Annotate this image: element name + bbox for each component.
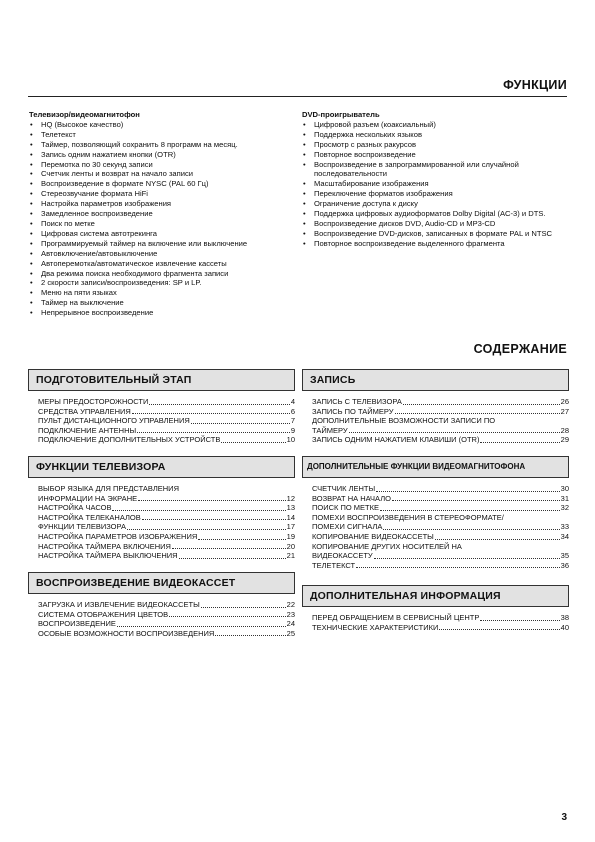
toc-entry bbox=[38, 522, 295, 532]
toc-dot-leader bbox=[172, 548, 286, 549]
toc-entry-label: КОПИРОВАНИЕ ВИДЕОКАССЕТЫ bbox=[312, 531, 434, 541]
feature-item: • Переключение форматов изображения bbox=[302, 189, 567, 199]
toc-entry-row bbox=[312, 613, 569, 623]
feature-item: • Автовключение/автовыключение bbox=[29, 249, 294, 259]
toc-page-number: 10 bbox=[286, 435, 295, 445]
toc-dot-leader bbox=[179, 558, 286, 559]
feature-item: • Повторное воспроизведение bbox=[302, 150, 567, 160]
feature-item: • Поддержка нескольких языков bbox=[302, 130, 567, 140]
toc-entry-label-line1: ПОМЕХИ ВОСПРОИЗВЕДЕНИЯ В СТЕРЕОФОРМАТЕ/ bbox=[312, 512, 504, 522]
feature-item: • Стереозвучание формата HiFi bbox=[29, 189, 294, 199]
feature-item: • Программируемый таймер на включение или выключение bbox=[29, 239, 294, 249]
toc-page-number: 12 bbox=[286, 493, 295, 503]
toc-list bbox=[28, 478, 295, 561]
toc-dot-leader bbox=[198, 539, 285, 540]
toc-entry-row bbox=[312, 494, 569, 504]
toc-section-heading: ДОПОЛНИТЕЛЬНАЯ ИНФОРМАЦИЯ bbox=[302, 585, 569, 607]
toc-entry-row bbox=[38, 551, 295, 561]
toc-section-playback bbox=[28, 572, 295, 638]
toc-entry-label-line1: КОПИРОВАНИЕ ДРУГИХ НОСИТЕЛЕЙ НА bbox=[312, 541, 462, 551]
toc-dot-leader bbox=[380, 510, 560, 511]
toc-entry bbox=[312, 435, 569, 445]
toc-dot-leader bbox=[191, 423, 290, 424]
toc-entry-row bbox=[38, 619, 295, 629]
toc-entry-label: ВОСПРОИЗВЕДЕНИЕ bbox=[38, 619, 116, 629]
feature-item: • Масштабирование изображения bbox=[302, 179, 567, 189]
toc-entry-label: ТЕЛЕТЕКСТ bbox=[312, 560, 356, 570]
toc-entry-label-line1: ДОПОЛНИТЕЛЬНЫЕ ВОЗМОЖНОСТИ ЗАПИСИ ПО bbox=[312, 416, 496, 426]
toc-entry bbox=[312, 532, 569, 542]
toc-entry bbox=[38, 426, 295, 436]
toc-entry bbox=[38, 600, 295, 610]
toc-entry-label: НАСТРОЙКА ЧАСОВ bbox=[38, 503, 112, 513]
toc-page-number: 20 bbox=[286, 541, 295, 551]
feature-item: • HQ (Высокое качество) bbox=[29, 120, 294, 130]
toc-entry bbox=[38, 610, 295, 620]
toc-page-number: 31 bbox=[560, 493, 569, 503]
toc-dot-leader bbox=[435, 539, 560, 540]
toc-entry bbox=[38, 629, 295, 639]
toc-entry-row bbox=[38, 610, 295, 620]
page-number: 3 bbox=[561, 812, 567, 823]
feature-item: • Цифровая система автотрекинга bbox=[29, 229, 294, 239]
toc-entry-label: НАСТРОЙКА ТАЙМЕРА ВЫКЛЮЧЕНИЯ bbox=[38, 551, 178, 561]
feature-item: • Таймер на выключение bbox=[29, 298, 294, 308]
toc-page-number: 34 bbox=[560, 531, 569, 541]
features-dvd-list bbox=[302, 120, 567, 249]
toc-entry-label: ФУНКЦИИ ТЕЛЕВИЗОРА bbox=[38, 522, 127, 532]
toc-entry-row bbox=[38, 416, 295, 426]
toc-entry-label: ТЕХНИЧЕСКИЕ ХАРАКТЕРИСТИКИ bbox=[312, 622, 439, 632]
toc-entry-label: ЗАПИСЬ ОДНИМ НАЖАТИЕМ КЛАВИШИ (OTR) bbox=[312, 435, 480, 445]
features-tv-vcr-heading: Телевизор/видеомагнитофон bbox=[29, 110, 140, 119]
toc-entry-row bbox=[312, 551, 569, 561]
feature-item: • Счетчик ленты и возврат на начало записи bbox=[29, 169, 294, 179]
page-title: ФУНКЦИИ bbox=[503, 78, 567, 92]
toc-entry bbox=[312, 484, 569, 494]
toc-entry-label: ИНФОРМАЦИИ НА ЭКРАНЕ bbox=[38, 493, 138, 503]
toc-entry-row bbox=[312, 435, 569, 445]
toc-page-number: 35 bbox=[560, 551, 569, 561]
toc-entry bbox=[38, 397, 295, 407]
feature-item: • Перемотка по 30 секунд записи bbox=[29, 160, 294, 170]
toc-page-number: 13 bbox=[286, 503, 295, 513]
toc-entry-row bbox=[312, 397, 569, 407]
toc-dot-leader bbox=[112, 510, 285, 511]
feature-item: • Воспроизведение DVD-дисков, записанных в формате PAL и NTSC bbox=[302, 229, 567, 239]
toc-entry bbox=[312, 561, 569, 571]
toc-entry-label: ЗАГРУЗКА И ИЗВЛЕЧЕНИЕ ВИДЕОКАССЕТЫ bbox=[38, 600, 200, 609]
toc-entry-row bbox=[38, 629, 295, 639]
toc-section-record bbox=[302, 369, 569, 445]
toc-page-number: 32 bbox=[560, 503, 569, 513]
toc-entry-label: СРЕДСТВА УПРАВЛЕНИЯ bbox=[38, 406, 131, 416]
feature-item: • Просмотр с разных ракурсов bbox=[302, 140, 567, 150]
toc-page-number: 9 bbox=[290, 425, 295, 435]
toc-dot-leader bbox=[215, 635, 285, 636]
features-tv-vcr bbox=[29, 110, 294, 318]
feature-item: • Таймер, позволяющий сохранить 8 программ на месяц. bbox=[29, 140, 294, 150]
toc-dot-leader bbox=[349, 432, 560, 433]
toc-section-heading: ВОСПРОИЗВЕДЕНИЕ ВИДЕОКАССЕТ bbox=[28, 572, 295, 594]
toc-entry-row bbox=[38, 600, 295, 610]
toc-page-number: 30 bbox=[560, 484, 569, 493]
features-tv-vcr-list bbox=[29, 120, 294, 318]
feature-item: • Телетекст bbox=[29, 130, 294, 140]
toc-entry-row bbox=[38, 503, 295, 513]
toc-entry-label: НАСТРОЙКА ПАРАМЕТРОВ ИЗОБРАЖЕНИЯ bbox=[38, 531, 198, 541]
feature-item: • Непрерывное воспроизведение bbox=[29, 308, 294, 318]
feature-item: • Поиск по метке bbox=[29, 219, 294, 229]
toc-dot-leader bbox=[383, 529, 559, 530]
feature-item: • Цифровой разъем (коаксиальный) bbox=[302, 120, 567, 130]
toc-entry-row bbox=[312, 561, 569, 571]
toc-page-number: 7 bbox=[290, 416, 295, 426]
toc-dot-leader bbox=[439, 629, 559, 630]
toc-entry-row bbox=[38, 426, 295, 436]
feature-item: • Поддержка цифровых аудиоформатов Dolby Digital (AC-3) и DTS. bbox=[302, 209, 567, 219]
toc-page-number: 28 bbox=[560, 425, 569, 435]
toc-page-number: 36 bbox=[560, 560, 569, 570]
feature-item: • Воспроизведение в формате NYSC (PAL 60 Гц) bbox=[29, 179, 294, 189]
toc-dot-leader bbox=[356, 567, 560, 568]
toc-list bbox=[28, 594, 295, 638]
toc-entry-label: СИСТЕМА ОТОБРАЖЕНИЯ ЦВЕТОВ bbox=[38, 609, 169, 619]
toc-dot-leader bbox=[376, 491, 560, 492]
toc-page-number: 22 bbox=[286, 600, 295, 609]
toc-entry bbox=[312, 494, 569, 504]
toc-entry bbox=[38, 416, 295, 426]
toc-section-tv bbox=[28, 456, 295, 561]
toc-dot-leader bbox=[169, 616, 286, 617]
toc-entry-label: НАСТРОЙКА ТАЙМЕРА ВКЛЮЧЕНИЯ bbox=[38, 541, 171, 551]
toc-section-heading: ЗАПИСЬ bbox=[302, 369, 569, 391]
toc-entry bbox=[312, 542, 569, 561]
toc-entry bbox=[312, 503, 569, 513]
toc-entry-row bbox=[38, 522, 295, 532]
toc-page-number: 17 bbox=[286, 522, 295, 532]
toc-entry-label: ВИДЕОКАССЕТУ bbox=[312, 551, 373, 561]
toc-page-number: 6 bbox=[290, 406, 295, 416]
toc-entry bbox=[38, 513, 295, 523]
toc-page-number: 14 bbox=[286, 512, 295, 522]
toc-dot-leader bbox=[403, 404, 560, 405]
toc-entry bbox=[38, 407, 295, 417]
feature-item: • Меню на пяти языках bbox=[29, 288, 294, 298]
toc-entry bbox=[38, 503, 295, 513]
toc-page-number: 38 bbox=[560, 613, 569, 622]
toc-entry-label: СЧЕТЧИК ЛЕНТЫ bbox=[312, 484, 376, 493]
toc-entry-row bbox=[312, 503, 569, 513]
toc-entry-row bbox=[38, 494, 295, 504]
toc-entry bbox=[312, 613, 569, 623]
toc-dot-leader bbox=[480, 442, 559, 443]
toc-section-heading: ФУНКЦИИ ТЕЛЕВИЗОРА bbox=[28, 456, 295, 478]
toc-entry bbox=[312, 416, 569, 435]
toc-dot-leader bbox=[221, 442, 285, 443]
toc-section-heading: ДОПОЛНИТЕЛЬНЫЕ ФУНКЦИИ ВИДЕОМАГНИТОФОНА bbox=[302, 456, 569, 478]
toc-dot-leader bbox=[137, 432, 290, 433]
toc-entry-label: ВОЗВРАТ НА НАЧАЛО bbox=[312, 493, 391, 503]
features-dvd-heading: DVD-проигрыватель bbox=[302, 110, 380, 119]
toc-entry-label: ПОМЕХИ СИГНАЛА bbox=[312, 522, 383, 532]
toc-entry bbox=[38, 619, 295, 629]
toc-entry-row bbox=[38, 542, 295, 552]
toc-entry-row bbox=[312, 484, 569, 494]
toc-entry-row bbox=[312, 426, 569, 436]
toc-dot-leader bbox=[480, 620, 559, 621]
toc-list bbox=[302, 391, 569, 445]
toc-section-prep bbox=[28, 369, 295, 445]
toc-page-number: 29 bbox=[560, 435, 569, 445]
toc-entry bbox=[38, 484, 295, 503]
toc-entry-label: НАСТРОЙКА ТЕЛЕКАНАЛОВ bbox=[38, 512, 141, 522]
feature-item: • Замедленное воспроизведение bbox=[29, 209, 294, 219]
toc-entry-label: ПОИСК ПО МЕТКЕ bbox=[312, 503, 379, 513]
feature-item: • 2 скорости записи/воспроизведения: SP и LP. bbox=[29, 278, 294, 288]
features-dvd bbox=[302, 110, 567, 249]
toc-section-info bbox=[302, 585, 569, 632]
toc-entry-label: ПЕРЕД ОБРАЩЕНИЕМ В СЕРВИСНЫЙ ЦЕНТР bbox=[312, 613, 480, 622]
toc-entry bbox=[38, 551, 295, 561]
toc-entry-row bbox=[312, 623, 569, 633]
feature-item: • Два режима поиска необходимого фрагмента записи bbox=[29, 269, 294, 279]
toc-entry bbox=[312, 407, 569, 417]
feature-item: • Ограничение доступа к диску bbox=[302, 199, 567, 209]
toc-entry-row bbox=[312, 407, 569, 417]
feature-item: • Воспроизведение в запрограммированной или случайной последовательности bbox=[302, 160, 567, 180]
toc-page-number: 33 bbox=[560, 522, 569, 532]
toc-entry-label: ОСОБЫЕ ВОЗМОЖНОСТИ ВОСПРОИЗВЕДЕНИЯ bbox=[38, 628, 215, 638]
toc-entry-row bbox=[312, 532, 569, 542]
toc-entry-row bbox=[312, 522, 569, 532]
toc-page-number: 27 bbox=[560, 406, 569, 416]
toc-entry-label: ТАЙМЕРУ bbox=[312, 425, 348, 435]
toc-entry-row bbox=[38, 435, 295, 445]
feature-item: • Воспроизведение дисков DVD, Audio-CD и MP3-CD bbox=[302, 219, 567, 229]
toc-dot-leader bbox=[132, 413, 290, 414]
toc-entry bbox=[312, 397, 569, 407]
toc-entry bbox=[312, 623, 569, 633]
toc-page-number: 4 bbox=[290, 397, 295, 406]
toc-list bbox=[28, 391, 295, 445]
toc-entry bbox=[38, 435, 295, 445]
toc-entry bbox=[312, 513, 569, 532]
toc-page-number: 40 bbox=[560, 622, 569, 632]
toc-entry-label: ЗАПИСЬ ПО ТАЙМЕРУ bbox=[312, 406, 394, 416]
toc-dot-leader bbox=[117, 626, 286, 627]
toc-section-vcr-extra bbox=[302, 456, 569, 570]
toc-entry-label: ЗАПИСЬ С ТЕЛЕВИЗОРА bbox=[312, 397, 402, 406]
toc-entry-row bbox=[38, 407, 295, 417]
toc-entry-label: ПОДКЛЮЧЕНИЕ АНТЕННЫ bbox=[38, 425, 137, 435]
toc-title: СОДЕРЖАНИЕ bbox=[473, 342, 567, 356]
toc-entry-label: МЕРЫ ПРЕДОСТОРОЖНОСТИ bbox=[38, 397, 149, 406]
toc-page-number: 19 bbox=[286, 531, 295, 541]
title-divider bbox=[28, 96, 567, 97]
toc-entry-label: ПОДКЛЮЧЕНИЕ ДОПОЛНИТЕЛЬНЫХ УСТРОЙСТВ bbox=[38, 435, 221, 445]
toc-list bbox=[302, 607, 569, 632]
feature-item: • Автоперемотка/автоматическое извлечение кассеты bbox=[29, 259, 294, 269]
toc-dot-leader bbox=[127, 529, 286, 530]
toc-list bbox=[302, 478, 569, 570]
toc-page-number: 26 bbox=[560, 397, 569, 406]
toc-page-number: 25 bbox=[286, 628, 295, 638]
toc-dot-leader bbox=[138, 500, 286, 501]
toc-page-number: 23 bbox=[286, 609, 295, 619]
toc-section-heading: ПОДГОТОВИТЕЛЬНЫЙ ЭТАП bbox=[28, 369, 295, 391]
toc-entry-row bbox=[38, 532, 295, 542]
toc-page-number: 24 bbox=[286, 619, 295, 629]
toc-entry-label: ПУЛЬТ ДИСТАНЦИОННОГО УПРАВЛЕНИЯ bbox=[38, 416, 190, 426]
toc-dot-leader bbox=[149, 404, 289, 405]
toc-dot-leader bbox=[142, 519, 286, 520]
feature-item: • Повторное воспроизведение выделенного фрагмента bbox=[302, 239, 567, 249]
toc-dot-leader bbox=[374, 558, 560, 559]
toc-page-number: 21 bbox=[286, 551, 295, 561]
toc-entry-label-line1: ВЫБОР ЯЗЫКА ДЛЯ ПРЕДСТАВЛЕНИЯ bbox=[38, 484, 179, 493]
toc-entry-row bbox=[38, 513, 295, 523]
feature-item: • Запись одним нажатием кнопки (OTR) bbox=[29, 150, 294, 160]
toc-entry-row bbox=[38, 397, 295, 407]
toc-dot-leader bbox=[392, 500, 560, 501]
toc-entry bbox=[38, 532, 295, 542]
toc-dot-leader bbox=[201, 607, 286, 608]
toc-entry bbox=[38, 542, 295, 552]
toc-dot-leader bbox=[395, 413, 560, 414]
feature-item: • Настройка параметров изображения bbox=[29, 199, 294, 209]
